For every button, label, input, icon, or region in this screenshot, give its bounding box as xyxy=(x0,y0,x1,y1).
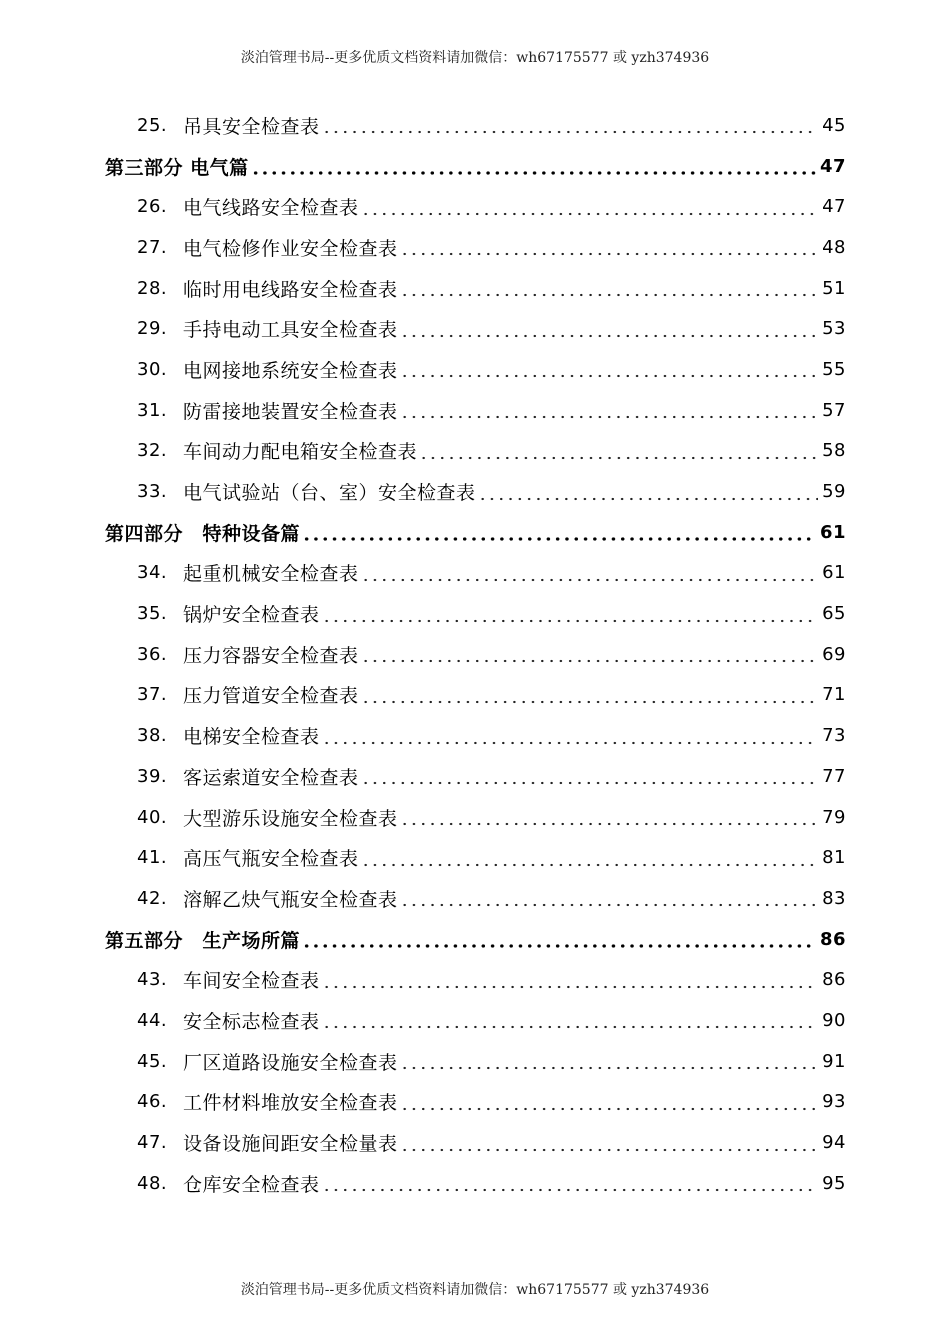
toc-page-number: 73 xyxy=(822,725,846,747)
dot-leader xyxy=(400,1092,819,1112)
dot-leader xyxy=(419,441,818,461)
toc-page-number: 45 xyxy=(822,114,846,136)
toc-entry-number: 47. xyxy=(137,1132,168,1154)
toc-entry-title: 车间安全检查表 xyxy=(183,970,320,993)
page-header: 淡泊管理书局--更多优质文档资料请加微信：wh67175577 或 yzh374936 xyxy=(240,50,710,66)
toc-entry[interactable] xyxy=(0,675,950,716)
toc-entry[interactable] xyxy=(0,268,950,309)
toc-entry[interactable] xyxy=(0,593,950,634)
toc-entry[interactable] xyxy=(0,1000,950,1041)
toc-entry-title: 设备设施间距安全检量表 xyxy=(183,1133,398,1156)
toc-page-number: 47 xyxy=(819,155,846,177)
toc-entry-number: 36. xyxy=(137,643,168,665)
toc-entry-number: 38. xyxy=(137,725,168,747)
page-footer: 淡泊管理书局--更多优质文档资料请加微信：wh67175577 或 yzh374936 xyxy=(240,1282,710,1298)
toc-page-number: 71 xyxy=(822,684,846,706)
toc-page-number: 86 xyxy=(822,969,846,991)
dot-leader xyxy=(361,563,819,583)
toc-page-number: 93 xyxy=(822,1091,846,1113)
toc-page-number: 47 xyxy=(822,196,846,218)
toc-section-title: 第三部分 电气篇 xyxy=(105,156,249,179)
dot-leader xyxy=(400,400,819,420)
dot-leader xyxy=(251,156,816,176)
dot-leader xyxy=(322,1010,819,1030)
dot-leader xyxy=(322,604,819,624)
dot-leader xyxy=(302,929,816,949)
toc-entry[interactable] xyxy=(0,553,950,594)
toc-page-number: 81 xyxy=(822,847,846,869)
dot-leader xyxy=(361,766,819,786)
toc-entry[interactable] xyxy=(0,756,950,797)
toc-entry-number: 26. xyxy=(137,196,168,218)
toc-page-number: 59 xyxy=(822,481,846,503)
dot-leader xyxy=(322,726,819,746)
toc-entry[interactable] xyxy=(0,1122,950,1163)
dot-leader xyxy=(361,685,819,705)
toc-entry-title: 厂区道路设施安全检查表 xyxy=(183,1051,398,1074)
toc-entry[interactable] xyxy=(0,390,950,431)
dot-leader xyxy=(400,278,819,298)
toc-entry-title: 客运索道安全检查表 xyxy=(183,766,359,789)
dot-leader xyxy=(400,807,819,827)
toc-entry-title: 电气线路安全检查表 xyxy=(183,197,359,220)
toc-entry[interactable] xyxy=(0,959,950,1000)
toc-entry-number: 34. xyxy=(137,562,168,584)
dot-leader xyxy=(400,1133,819,1153)
toc-entry-number: 25. xyxy=(137,114,168,136)
toc-page-number: 77 xyxy=(822,765,846,787)
toc-entry-title: 电网接地系统安全检查表 xyxy=(183,359,398,382)
toc-entry-title: 吊具安全检查表 xyxy=(183,115,320,138)
dot-leader xyxy=(322,115,819,135)
toc-page-number: 58 xyxy=(822,440,846,462)
toc-page-number: 61 xyxy=(822,562,846,584)
dot-leader xyxy=(400,1051,819,1071)
toc-entry-number: 32. xyxy=(137,440,168,462)
table-of-contents xyxy=(0,105,950,1204)
toc-page-number: 69 xyxy=(822,643,846,665)
toc-entry[interactable] xyxy=(0,186,950,227)
toc-entry-title: 电气试验站（台、室）安全检查表 xyxy=(183,482,476,505)
dot-leader xyxy=(322,1173,819,1193)
toc-entry-title: 压力容器安全检查表 xyxy=(183,644,359,667)
toc-page-number: 83 xyxy=(822,887,846,909)
toc-entry-number: 44. xyxy=(137,1009,168,1031)
toc-entry-title: 高压气瓶安全检查表 xyxy=(183,848,359,871)
toc-entry[interactable] xyxy=(0,837,950,878)
toc-page-number: 53 xyxy=(822,318,846,340)
toc-entry[interactable] xyxy=(0,349,950,390)
toc-page-number: 55 xyxy=(822,358,846,380)
toc-entry[interactable] xyxy=(0,1082,950,1123)
dot-leader xyxy=(400,237,819,257)
toc-entry[interactable] xyxy=(0,227,950,268)
toc-page-number: 61 xyxy=(819,521,846,543)
toc-entry[interactable] xyxy=(0,715,950,756)
toc-entry-title: 仓库安全检查表 xyxy=(183,1173,320,1196)
toc-entry-number: 43. xyxy=(137,969,168,991)
toc-page-number: 94 xyxy=(822,1132,846,1154)
toc-entry-number: 27. xyxy=(137,236,168,258)
toc-page-number: 51 xyxy=(822,277,846,299)
toc-entry[interactable] xyxy=(0,878,950,919)
toc-entry-number: 28. xyxy=(137,277,168,299)
toc-page-number: 90 xyxy=(822,1009,846,1031)
toc-page-number: 57 xyxy=(822,399,846,421)
toc-section-heading[interactable] xyxy=(0,146,950,187)
toc-entry-title: 压力管道安全检查表 xyxy=(183,685,359,708)
toc-section-title: 第五部分 生产场所篇 xyxy=(105,929,301,952)
toc-entry-title: 电气检修作业安全检查表 xyxy=(183,237,398,260)
toc-entry-number: 45. xyxy=(137,1050,168,1072)
toc-entry-title: 大型游乐设施安全检查表 xyxy=(183,807,398,830)
toc-entry-number: 31. xyxy=(137,399,168,421)
dot-leader xyxy=(361,644,819,664)
toc-entry[interactable] xyxy=(0,471,950,512)
dot-leader xyxy=(361,848,819,868)
toc-entry-title: 溶解乙炔气瓶安全检查表 xyxy=(183,888,398,911)
toc-entry-number: 35. xyxy=(137,603,168,625)
dot-leader xyxy=(478,482,819,502)
toc-section-title: 第四部分 特种设备篇 xyxy=(105,522,301,545)
dot-leader xyxy=(302,522,816,542)
toc-entry-title: 电梯安全检查表 xyxy=(183,726,320,749)
toc-entry[interactable] xyxy=(0,431,950,472)
toc-entry-title: 手持电动工具安全检查表 xyxy=(183,319,398,342)
toc-entry-number: 39. xyxy=(137,765,168,787)
toc-entry-title: 安全标志检查表 xyxy=(183,1010,320,1033)
toc-page-number: 95 xyxy=(822,1172,846,1194)
toc-entry[interactable] xyxy=(0,634,950,675)
toc-page-number: 79 xyxy=(822,806,846,828)
toc-entry-number: 37. xyxy=(137,684,168,706)
toc-entry-number: 42. xyxy=(137,887,168,909)
toc-section-heading[interactable] xyxy=(0,512,950,553)
dot-leader xyxy=(361,197,819,217)
toc-entry-number: 29. xyxy=(137,318,168,340)
toc-page-number: 91 xyxy=(822,1050,846,1072)
toc-page-number: 48 xyxy=(822,236,846,258)
dot-leader xyxy=(400,888,819,908)
toc-entry[interactable] xyxy=(0,1163,950,1204)
toc-entry-number: 46. xyxy=(137,1091,168,1113)
toc-entry-number: 40. xyxy=(137,806,168,828)
toc-entry-title: 车间动力配电箱安全检查表 xyxy=(183,441,418,464)
toc-entry[interactable] xyxy=(0,797,950,838)
toc-entry-title: 防雷接地装置安全检查表 xyxy=(183,400,398,423)
toc-entry-title: 锅炉安全检查表 xyxy=(183,604,320,627)
toc-entry-title: 起重机械安全检查表 xyxy=(183,563,359,586)
toc-entry-number: 41. xyxy=(137,847,168,869)
toc-entry-title: 工件材料堆放安全检查表 xyxy=(183,1092,398,1115)
dot-leader xyxy=(400,319,819,339)
toc-entry-number: 48. xyxy=(137,1172,168,1194)
toc-entry-number: 30. xyxy=(137,358,168,380)
toc-page-number: 65 xyxy=(822,603,846,625)
toc-section-heading[interactable] xyxy=(0,919,950,960)
dot-leader xyxy=(400,359,819,379)
toc-entry-number: 33. xyxy=(137,481,168,503)
dot-leader xyxy=(322,970,819,990)
toc-entry-title: 临时用电线路安全检查表 xyxy=(183,278,398,301)
toc-entry[interactable] xyxy=(0,1041,950,1082)
toc-entry[interactable] xyxy=(0,105,950,146)
toc-entry[interactable] xyxy=(0,308,950,349)
toc-page-number: 86 xyxy=(819,928,846,950)
